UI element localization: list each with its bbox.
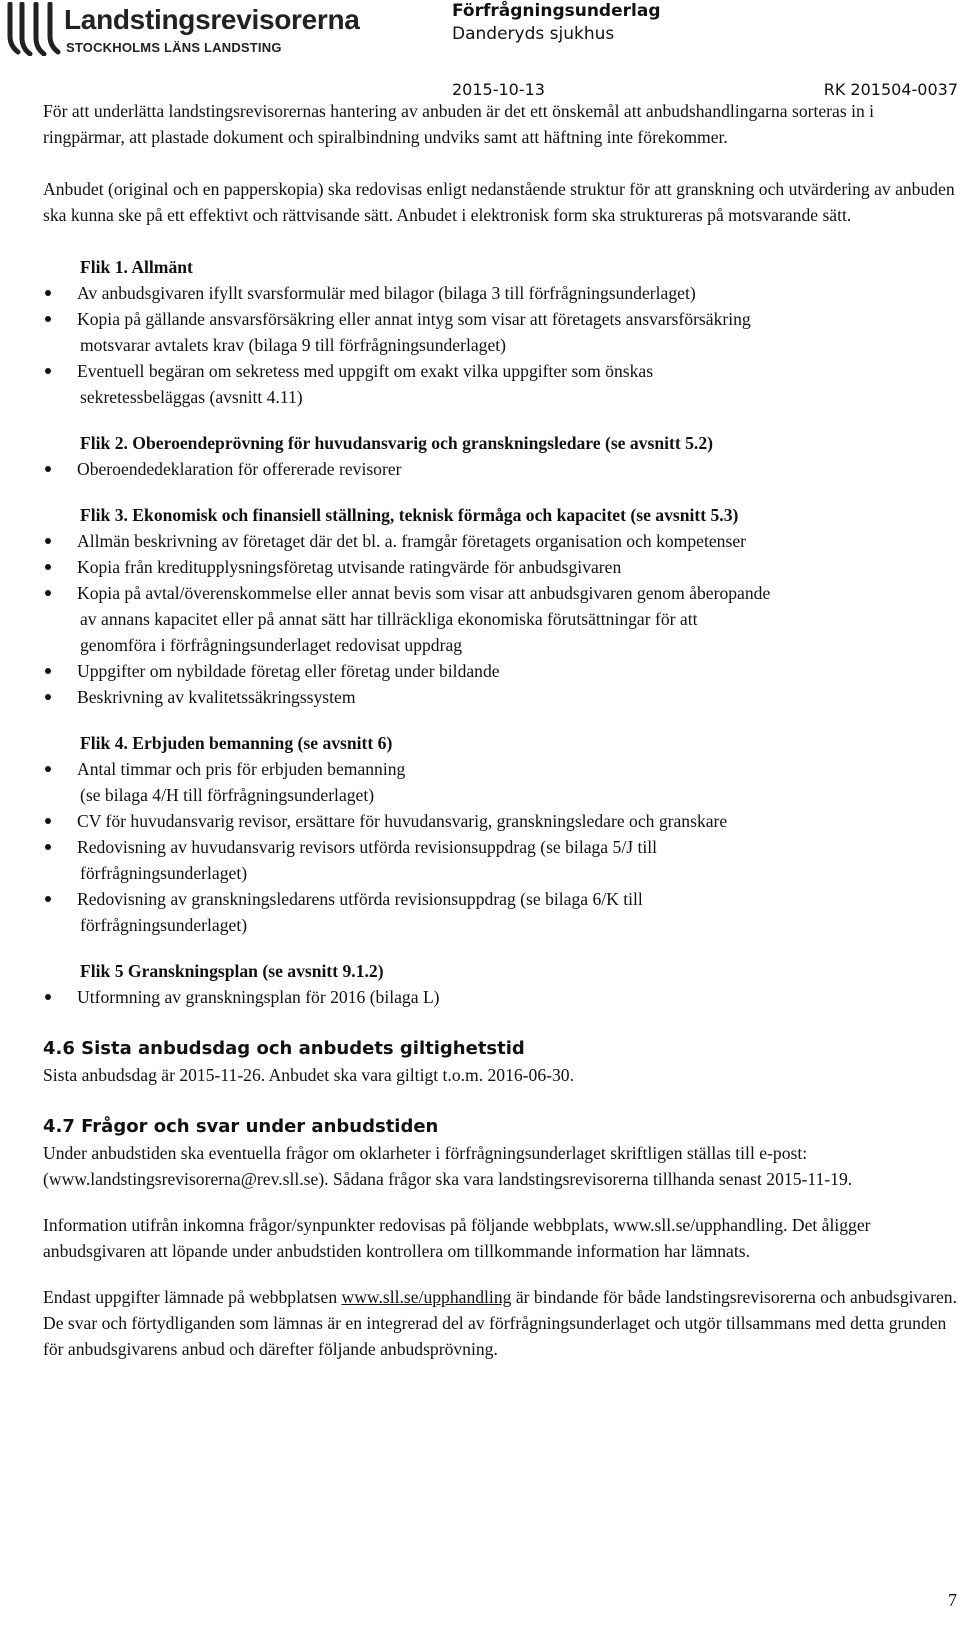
section-4-6-text: Sista anbudsdag är 2015-11-26. Anbudet ska vara giltigt t.o.m. 2016-06-30. — [43, 1065, 574, 1085]
list-item — [43, 834, 958, 886]
list-item-continuation: genomföra i förfrågningsunderlaget redovisat uppdrag — [80, 635, 463, 655]
section-4-7-heading: 4.7 Frågor och svar under anbudstiden — [43, 1116, 439, 1137]
flik-1-list — [43, 280, 958, 410]
list-item-continuation: förfrågningsunderlaget) — [80, 915, 248, 935]
flik-1-title: Flik 1. Allmänt — [80, 257, 193, 277]
para3-text-a: Endast uppgifter lämnade på webbplatsen — [43, 1287, 342, 1307]
upphandling-link[interactable]: www.sll.se/upphandling — [341, 1287, 512, 1307]
flik-3-title: Flik 3. Ekonomisk och finansiell ställning, teknisk förmåga och kapacitet (se avsnitt 5.3) — [80, 505, 739, 525]
list-item-text: Redovisning av granskningsledarens utförda revisionsuppdrag (se bilaga 6/K till — [77, 889, 643, 909]
list-item: Uppgifter om nybildade företag eller företag under bildande — [43, 658, 958, 684]
page-number: 7 — [948, 1590, 957, 1610]
list-item: Kopia från kreditupplysningsföretag utvisande ratingvärde för anbudsgivaren — [43, 554, 958, 580]
section-4-7-paragraph-2: Information utifrån inkomna frågor/synpunkter redovisas på följande webbplats, www.sll.se/upphandling. Det åligger anbudsgivaren att löpande under anbudstiden kontrollera om tillkommande information har lämnats. — [43, 1215, 871, 1261]
list-item-continuation: förfrågningsunderlaget) — [80, 863, 248, 883]
list-item — [43, 358, 958, 410]
list-item-text: Kopia på gällande ansvarsförsäkring eller annat intyg som visar att företagets ansvarsförsäkring — [77, 309, 751, 329]
document-body — [43, 98, 958, 1362]
doc-reference: RK 201504-0037 — [823, 80, 958, 99]
list-item: Av anbudsgivaren ifyllt svarsformulär med bilagor (bilaga 3 till förfrågningsunderlaget) — [43, 280, 958, 306]
section-4-7-paragraph-3 — [43, 1284, 958, 1362]
org-name: Landstingsrevisorerna — [64, 4, 360, 35]
list-item — [43, 306, 958, 358]
flik-4-title: Flik 4. Erbjuden bemanning (se avsnitt 6) — [80, 733, 393, 753]
flik-2-list — [43, 456, 958, 482]
doc-subtitle: Danderyds sjukhus — [452, 24, 615, 44]
para3-text-b: är bindande för både landstingsrevisorerna och anbudsgivaren. De svar och förtydliganden som lämnas är en integrerad del av förfrågningsunderlaget och utgör tillsammans med detta grunden för anbudsgivarens anbud och därefter följande anbudsprövning. — [43, 1287, 957, 1359]
section-4-6-heading: 4.6 Sista anbudsdag och anbudets giltighetstid — [43, 1038, 525, 1059]
list-item: CV för huvudansvarig revisor, ersättare för huvudansvarig, granskningsledare och granskare — [43, 808, 958, 834]
flik-4-list — [43, 756, 958, 938]
flik-5-title: Flik 5 Granskningsplan (se avsnitt 9.1.2) — [80, 961, 384, 981]
list-item-text: Kopia på avtal/överenskommelse eller annat bevis som visar att anbudsgivaren genom åberopande — [77, 583, 771, 603]
doc-date: 2015-10-13 — [452, 80, 545, 99]
flik-3-list — [43, 528, 958, 710]
flik-5-list — [43, 984, 958, 1010]
intro-paragraph-1: För att underlätta landstingsrevisorernas hantering av anbuden är det ett önskemål att anbudshandlingarna sorteras in i ringpärmar, att plastade dokument och spiralbindning undviks samt att häftning inte förekommer. — [43, 101, 875, 147]
section-4-7-paragraph-1: Under anbudstiden ska eventuella frågor om oklarheter i förfrågningsunderlaget skriftligen ställas till e-post: (www.landstingsrevisorerna@rev.sll.se). Sådana frågor ska vara landstingsrevisorerna tillhanda senast 2015-11-19. — [43, 1143, 853, 1189]
list-item-continuation: av annans kapacitet eller på annat sätt har tillräckliga ekonomiska förutsättningar för att — [80, 609, 698, 629]
org-sub: STOCKHOLMS LÄNS LANDSTING — [66, 40, 282, 55]
list-item-text: Eventuell begäran om sekretess med uppgift om exakt vilka uppgifter som önskas — [77, 361, 654, 381]
list-item: Oberoendedeklaration för offererade revisorer — [43, 456, 958, 482]
intro-paragraph-2: Anbudet (original och en papperskopia) ska redovisas enligt nedanstående struktur för att granskning och utvärdering av anbuden ska kunna ske på ett effektivt och rättvisande sätt. Anbudet i elektronisk form ska struktureras på motsvarande sätt. — [43, 179, 955, 225]
list-item-text: Antal timmar och pris för erbjuden bemanning — [77, 759, 406, 779]
list-item — [43, 756, 958, 808]
list-item-continuation: motsvarar avtalets krav (bilaga 9 till förfrågningsunderlaget) — [80, 335, 507, 355]
flik-2-title: Flik 2. Oberoendeprövning för huvudansvarig och granskningsledare (se avsnitt 5.2) — [80, 433, 713, 453]
list-item-continuation: (se bilaga 4/H till förfrågningsunderlaget) — [80, 785, 375, 805]
list-item: Beskrivning av kvalitetssäkringssystem — [43, 684, 958, 710]
doc-title: Förfrågningsunderlag — [452, 1, 661, 21]
list-item — [43, 886, 958, 938]
list-item-continuation: sekretessbeläggas (avsnitt 4.11) — [80, 387, 303, 407]
list-item: Utformning av granskningsplan för 2016 (bilaga L) — [43, 984, 958, 1010]
logo-mark-icon — [4, 2, 64, 56]
list-item: Allmän beskrivning av företaget där det bl. a. framgår företagets organisation och kompetenser — [43, 528, 958, 554]
list-item — [43, 580, 958, 658]
list-item-text: Redovisning av huvudansvarig revisors utförda revisionsuppdrag (se bilaga 5/J till — [77, 837, 658, 857]
